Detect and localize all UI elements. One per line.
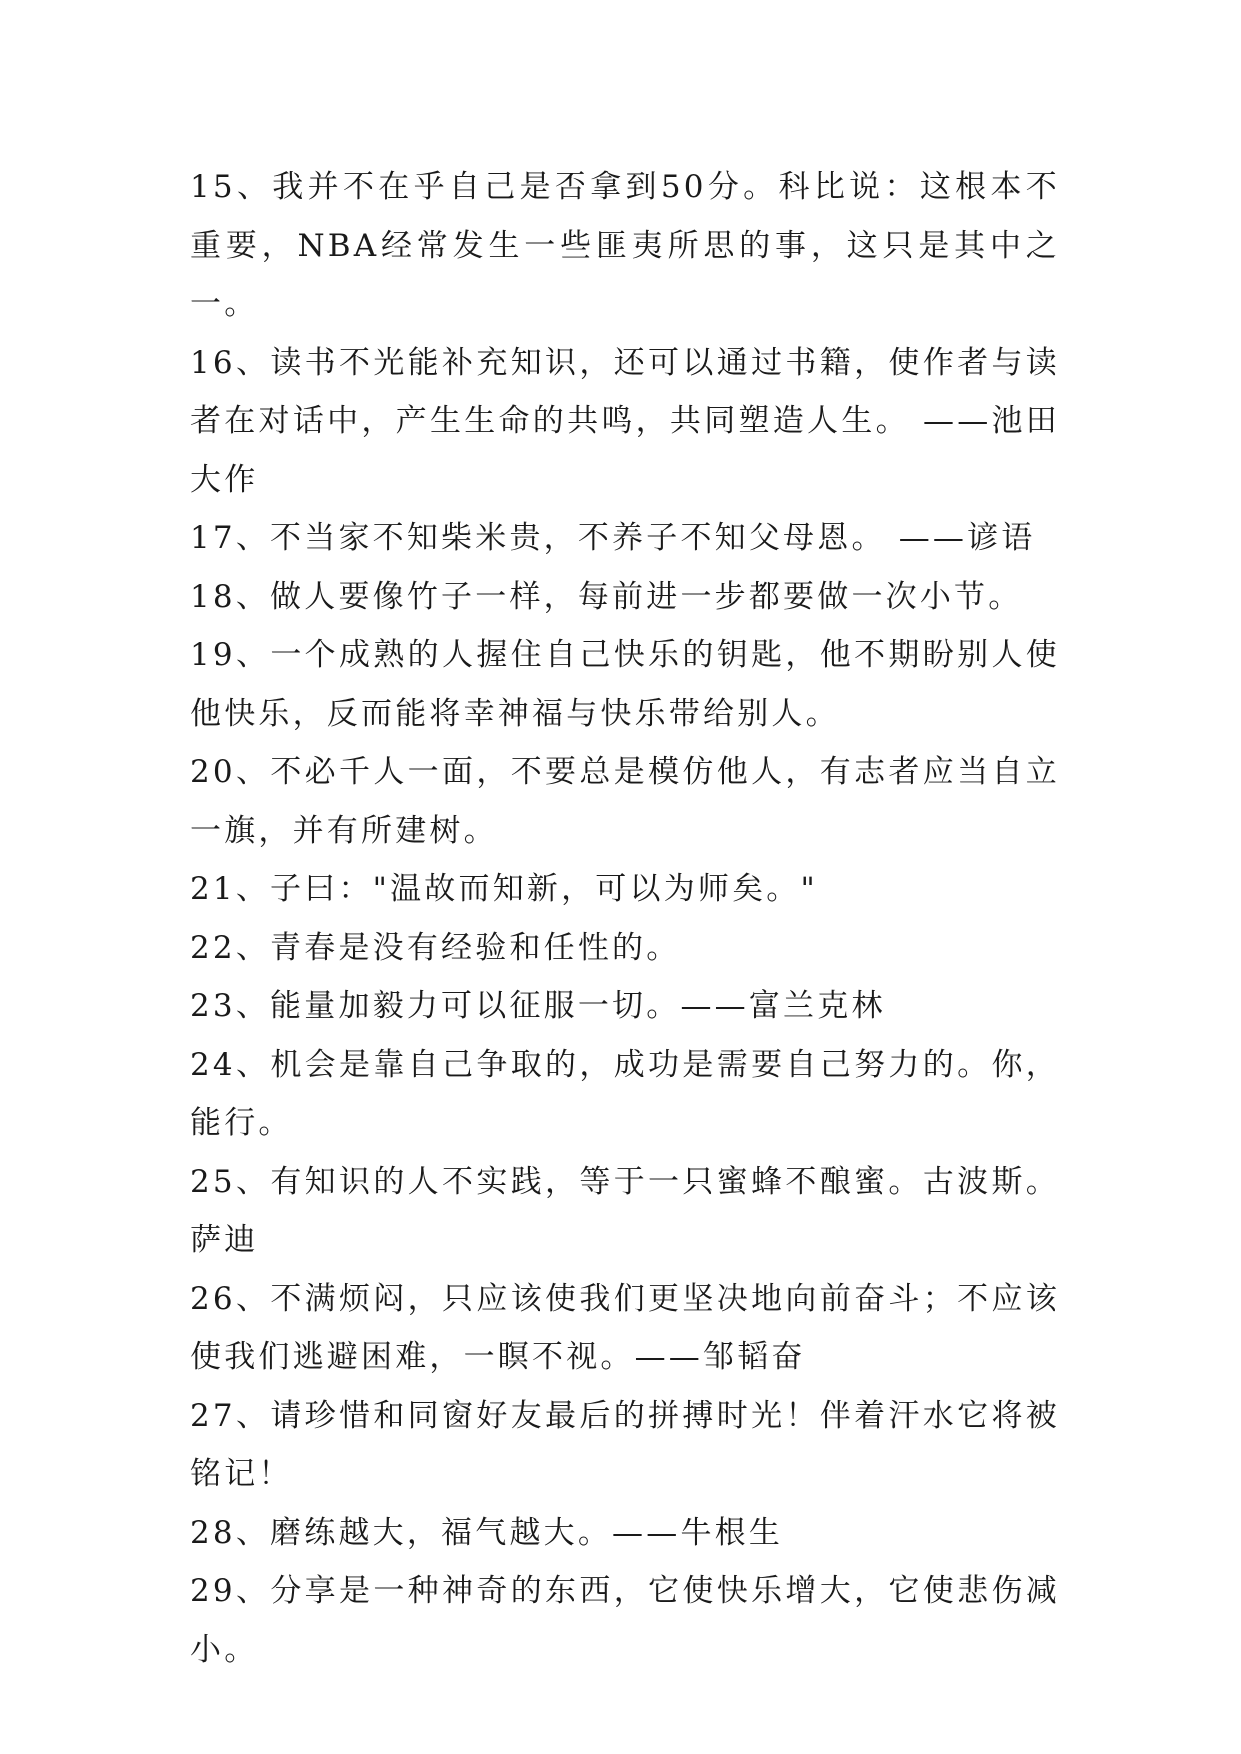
quote-entry-16: 16、读书不光能补充知识，还可以通过书籍，使作者与读者在对话中，产生生命的共鸣，共同塑造人生。 ——池田大作 (190, 344, 1060, 498)
quote-entry-20: 20、不必千人一面，不要总是模仿他人，有志者应当自立一旗，并有所建树。 (190, 754, 1060, 849)
quote-entry-27: 27、请珍惜和同窗好友最后的拼搏时光！伴着汗水它将被铭记！ (190, 1397, 1060, 1492)
quote-entry-21: 21、子曰："温故而知新，可以为师矣。" (190, 871, 818, 907)
quote-entry-29: 29、分享是一种神奇的东西，它使快乐增大，它使悲伤减小。 (190, 1573, 1060, 1668)
quote-entry-25: 25、有知识的人不实践，等于一只蜜蜂不酿蜜。古波斯。萨迪 (190, 1163, 1060, 1258)
quote-entry-24: 24、机会是靠自己争取的，成功是需要自己努力的。你，能行。 (190, 1046, 1060, 1141)
quote-entry-22: 22、青春是没有经验和任性的。 (190, 929, 681, 966)
quote-entry-15: 15、我并不在乎自己是否拿到50分。科比说：这根本不重要，NBA经常发生一些匪夷所思的事，这只是其中之一。 (190, 169, 1060, 322)
quote-entry-26: 26、不满烦闷，只应该使我们更坚决地向前奋斗；不应该使我们逃避困难，一瞑不视。——邹韬奋 (190, 1280, 1060, 1375)
quote-entry-28: 28、磨练越大，福气越大。——牛根生 (190, 1514, 784, 1551)
quote-entry-18: 18、做人要像竹子一样，每前进一步都要做一次小节。 (190, 578, 1023, 615)
quote-entry-17: 17、不当家不知柴米贵，不养子不知父母恩。 ——谚语 (190, 520, 1036, 556)
quote-list (190, 158, 1060, 1679)
quote-entry-23: 23、能量加毅力可以征服一切。——富兰克林 (190, 988, 886, 1024)
quote-entry-19: 19、一个成熟的人握住自己快乐的钥匙，他不期盼别人使他快乐，反而能将幸神福与快乐带给别人。 (190, 637, 1060, 732)
